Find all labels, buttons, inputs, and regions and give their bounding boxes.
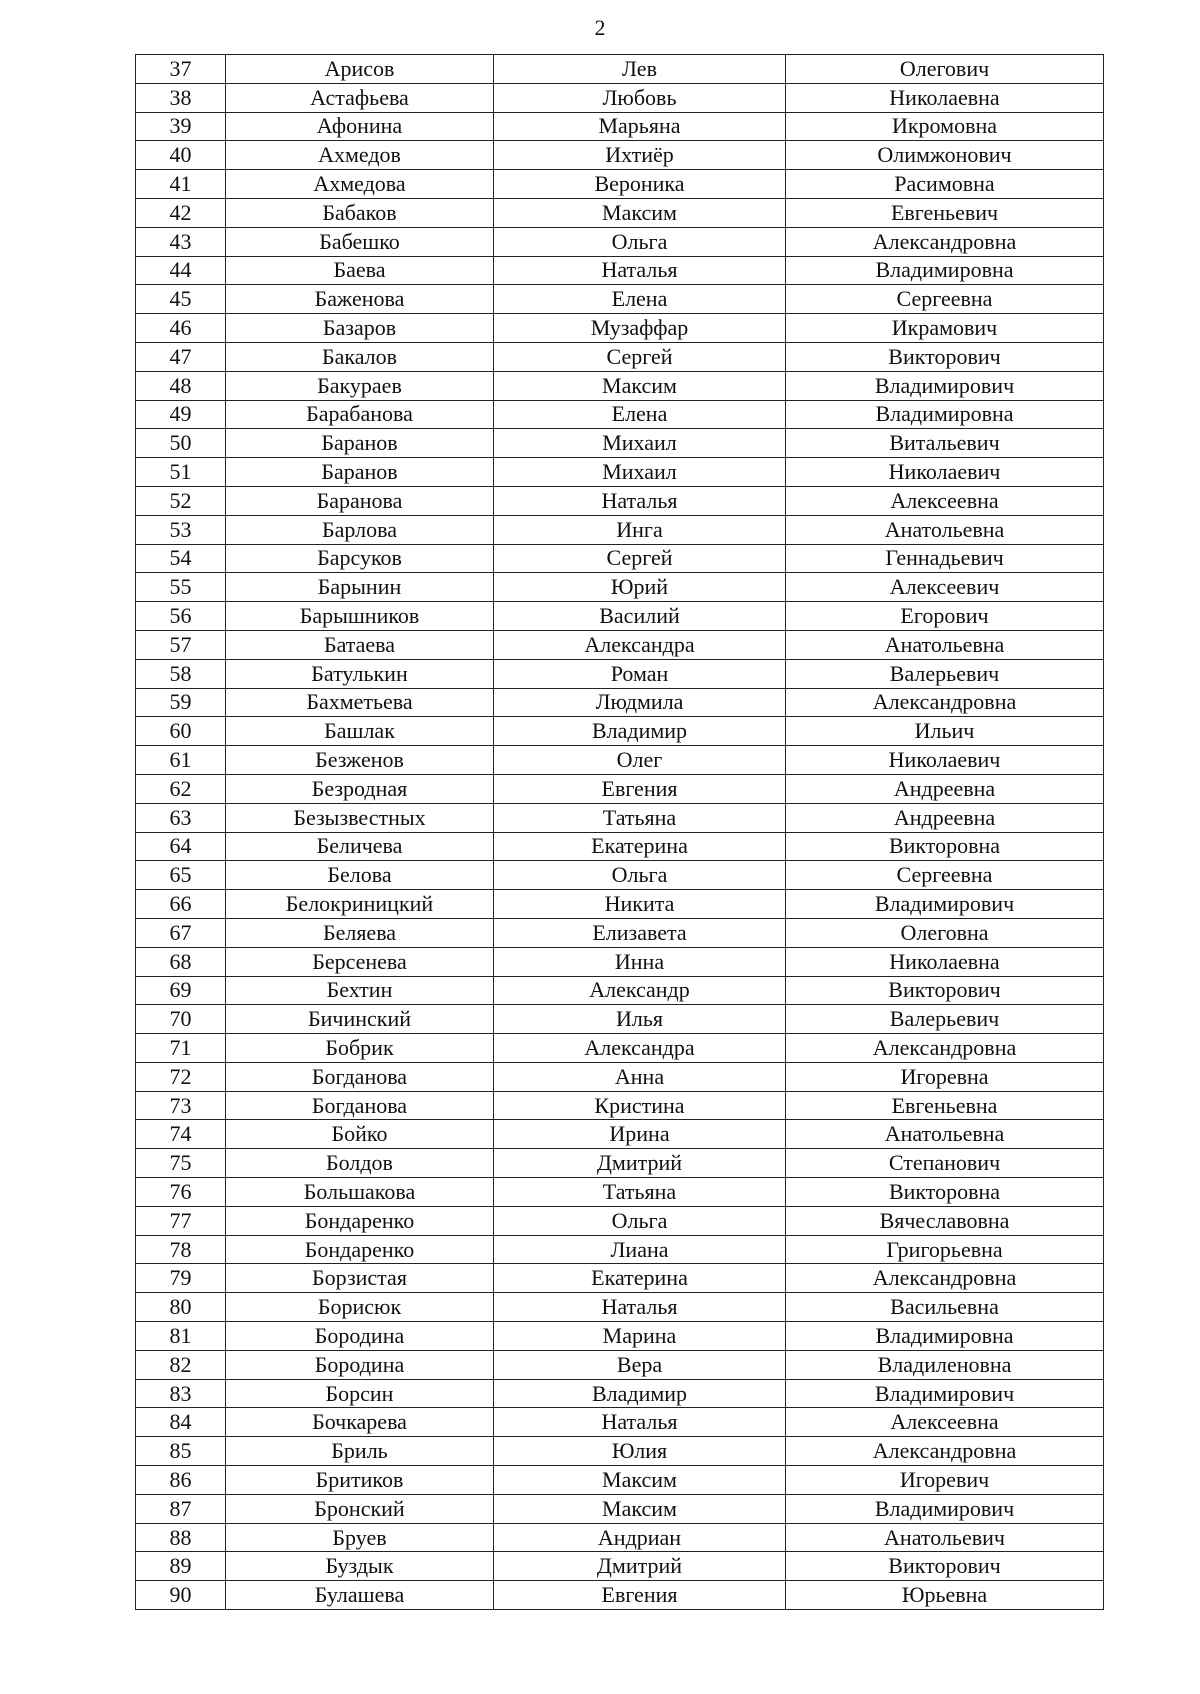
last-name-cell: Базаров xyxy=(226,314,494,343)
last-name-cell: Баранов xyxy=(226,458,494,487)
row-number-cell: 83 xyxy=(136,1379,226,1408)
first-name-cell: Роман xyxy=(494,659,786,688)
last-name-cell: Барлова xyxy=(226,515,494,544)
patronymic-cell: Олимжонович xyxy=(786,141,1104,170)
patronymic-cell: Игоревич xyxy=(786,1466,1104,1495)
patronymic-cell: Икрамович xyxy=(786,314,1104,343)
patronymic-cell: Викторович xyxy=(786,1552,1104,1581)
row-number-cell: 46 xyxy=(136,314,226,343)
table-row xyxy=(136,1293,1104,1322)
table-row xyxy=(136,112,1104,141)
patronymic-cell: Владимировна xyxy=(786,1322,1104,1351)
row-number-cell: 61 xyxy=(136,746,226,775)
first-name-cell: Владимир xyxy=(494,1379,786,1408)
last-name-cell: Бронский xyxy=(226,1494,494,1523)
row-number-cell: 68 xyxy=(136,947,226,976)
first-name-cell: Татьяна xyxy=(494,803,786,832)
first-name-cell: Никита xyxy=(494,890,786,919)
row-number-cell: 76 xyxy=(136,1178,226,1207)
first-name-cell: Татьяна xyxy=(494,1178,786,1207)
table-row xyxy=(136,371,1104,400)
first-name-cell: Лиана xyxy=(494,1235,786,1264)
patronymic-cell: Александровна xyxy=(786,227,1104,256)
table-row xyxy=(136,1005,1104,1034)
patronymic-cell: Юрьевна xyxy=(786,1581,1104,1610)
patronymic-cell: Вячеславовна xyxy=(786,1206,1104,1235)
patronymic-cell: Анатольевна xyxy=(786,630,1104,659)
table-row xyxy=(136,544,1104,573)
patronymic-cell: Григорьевна xyxy=(786,1235,1104,1264)
row-number-cell: 80 xyxy=(136,1293,226,1322)
row-number-cell: 60 xyxy=(136,717,226,746)
row-number-cell: 66 xyxy=(136,890,226,919)
row-number-cell: 85 xyxy=(136,1437,226,1466)
row-number-cell: 44 xyxy=(136,256,226,285)
table-row xyxy=(136,1120,1104,1149)
first-name-cell: Наталья xyxy=(494,1408,786,1437)
first-name-cell: Ихтиёр xyxy=(494,141,786,170)
last-name-cell: Беличева xyxy=(226,832,494,861)
row-number-cell: 39 xyxy=(136,112,226,141)
table-row xyxy=(136,170,1104,199)
first-name-cell: Евгения xyxy=(494,774,786,803)
first-name-cell: Александра xyxy=(494,1034,786,1063)
patronymic-cell: Алексеевна xyxy=(786,486,1104,515)
patronymic-cell: Александровна xyxy=(786,1034,1104,1063)
row-number-cell: 73 xyxy=(136,1091,226,1120)
patronymic-cell: Евгеньевна xyxy=(786,1091,1104,1120)
last-name-cell: Афонина xyxy=(226,112,494,141)
patronymic-cell: Андреевна xyxy=(786,774,1104,803)
last-name-cell: Барабанова xyxy=(226,400,494,429)
first-name-cell: Елена xyxy=(494,285,786,314)
row-number-cell: 71 xyxy=(136,1034,226,1063)
first-name-cell: Ирина xyxy=(494,1120,786,1149)
first-name-cell: Ольга xyxy=(494,1206,786,1235)
last-name-cell: Богданова xyxy=(226,1062,494,1091)
first-name-cell: Сергей xyxy=(494,342,786,371)
row-number-cell: 53 xyxy=(136,515,226,544)
row-number-cell: 64 xyxy=(136,832,226,861)
last-name-cell: Барсуков xyxy=(226,544,494,573)
last-name-cell: Ахмедов xyxy=(226,141,494,170)
last-name-cell: Бакураев xyxy=(226,371,494,400)
row-number-cell: 87 xyxy=(136,1494,226,1523)
first-name-cell: Лев xyxy=(494,55,786,84)
table-row xyxy=(136,918,1104,947)
last-name-cell: Борисюк xyxy=(226,1293,494,1322)
patronymic-cell: Анатольевич xyxy=(786,1523,1104,1552)
last-name-cell: Барынин xyxy=(226,573,494,602)
last-name-cell: Барышников xyxy=(226,602,494,631)
patronymic-cell: Николаевна xyxy=(786,947,1104,976)
row-number-cell: 48 xyxy=(136,371,226,400)
last-name-cell: Астафьева xyxy=(226,83,494,112)
first-name-cell: Екатерина xyxy=(494,1264,786,1293)
row-number-cell: 82 xyxy=(136,1350,226,1379)
last-name-cell: Батаева xyxy=(226,630,494,659)
row-number-cell: 51 xyxy=(136,458,226,487)
last-name-cell: Батулькин xyxy=(226,659,494,688)
first-name-cell: Андриан xyxy=(494,1523,786,1552)
first-name-cell: Максим xyxy=(494,1494,786,1523)
last-name-cell: Большакова xyxy=(226,1178,494,1207)
row-number-cell: 57 xyxy=(136,630,226,659)
last-name-cell: Арисов xyxy=(226,55,494,84)
patronymic-cell: Николаевна xyxy=(786,83,1104,112)
last-name-cell: Бахметьева xyxy=(226,688,494,717)
row-number-cell: 78 xyxy=(136,1235,226,1264)
row-number-cell: 69 xyxy=(136,976,226,1005)
table-row xyxy=(136,1408,1104,1437)
table-row xyxy=(136,198,1104,227)
table-row xyxy=(136,1581,1104,1610)
last-name-cell: Безызвестных xyxy=(226,803,494,832)
table-row xyxy=(136,630,1104,659)
row-number-cell: 75 xyxy=(136,1149,226,1178)
last-name-cell: Белова xyxy=(226,861,494,890)
page-number: 2 xyxy=(594,15,606,40)
table-row xyxy=(136,688,1104,717)
table-row xyxy=(136,1494,1104,1523)
patronymic-cell: Александровна xyxy=(786,1437,1104,1466)
row-number-cell: 90 xyxy=(136,1581,226,1610)
last-name-cell: Белокриницкий xyxy=(226,890,494,919)
patronymic-cell: Валерьевич xyxy=(786,659,1104,688)
first-name-cell: Екатерина xyxy=(494,832,786,861)
table-row xyxy=(136,1523,1104,1552)
row-number-cell: 89 xyxy=(136,1552,226,1581)
last-name-cell: Бакалов xyxy=(226,342,494,371)
patronymic-cell: Владимирович xyxy=(786,1494,1104,1523)
row-number-cell: 52 xyxy=(136,486,226,515)
patronymic-cell: Сергеевна xyxy=(786,285,1104,314)
table-row xyxy=(136,1091,1104,1120)
patronymic-cell: Николаевич xyxy=(786,746,1104,775)
table-row xyxy=(136,861,1104,890)
row-number-cell: 38 xyxy=(136,83,226,112)
table-row xyxy=(136,429,1104,458)
row-number-cell: 81 xyxy=(136,1322,226,1351)
patronymic-cell: Сергеевна xyxy=(786,861,1104,890)
row-number-cell: 56 xyxy=(136,602,226,631)
first-name-cell: Наталья xyxy=(494,486,786,515)
patronymic-cell: Викторовна xyxy=(786,832,1104,861)
first-name-cell: Михаил xyxy=(494,429,786,458)
row-number-cell: 79 xyxy=(136,1264,226,1293)
first-name-cell: Наталья xyxy=(494,1293,786,1322)
row-number-cell: 72 xyxy=(136,1062,226,1091)
table-row xyxy=(136,803,1104,832)
table-row xyxy=(136,1379,1104,1408)
table-row xyxy=(136,342,1104,371)
patronymic-cell: Владимирович xyxy=(786,1379,1104,1408)
table-row xyxy=(136,976,1104,1005)
patronymic-cell: Викторович xyxy=(786,976,1104,1005)
patronymic-cell: Александровна xyxy=(786,1264,1104,1293)
row-number-cell: 88 xyxy=(136,1523,226,1552)
last-name-cell: Бочкарева xyxy=(226,1408,494,1437)
row-number-cell: 41 xyxy=(136,170,226,199)
patronymic-cell: Икромовна xyxy=(786,112,1104,141)
first-name-cell: Марина xyxy=(494,1322,786,1351)
last-name-cell: Безженов xyxy=(226,746,494,775)
patronymic-cell: Васильевна xyxy=(786,1293,1104,1322)
first-name-cell: Юлия xyxy=(494,1437,786,1466)
last-name-cell: Бондаренко xyxy=(226,1206,494,1235)
patronymic-cell: Ильич xyxy=(786,717,1104,746)
patronymic-cell: Владимирович xyxy=(786,371,1104,400)
last-name-cell: Безродная xyxy=(226,774,494,803)
patronymic-cell: Владиленовна xyxy=(786,1350,1104,1379)
patronymic-cell: Владимирович xyxy=(786,890,1104,919)
table-row xyxy=(136,1062,1104,1091)
first-name-cell: Василий xyxy=(494,602,786,631)
last-name-cell: Бехтин xyxy=(226,976,494,1005)
last-name-cell: Бабешко xyxy=(226,227,494,256)
patronymic-cell: Игоревна xyxy=(786,1062,1104,1091)
table-row xyxy=(136,400,1104,429)
last-name-cell: Беляева xyxy=(226,918,494,947)
last-name-cell: Бородина xyxy=(226,1322,494,1351)
last-name-cell: Баева xyxy=(226,256,494,285)
first-name-cell: Вера xyxy=(494,1350,786,1379)
table-row xyxy=(136,227,1104,256)
patronymic-cell: Николаевич xyxy=(786,458,1104,487)
first-name-cell: Максим xyxy=(494,371,786,400)
row-number-cell: 74 xyxy=(136,1120,226,1149)
table-row xyxy=(136,256,1104,285)
patronymic-cell: Владимировна xyxy=(786,400,1104,429)
table-row xyxy=(136,1350,1104,1379)
last-name-cell: Бруев xyxy=(226,1523,494,1552)
first-name-cell: Любовь xyxy=(494,83,786,112)
row-number-cell: 84 xyxy=(136,1408,226,1437)
first-name-cell: Наталья xyxy=(494,256,786,285)
last-name-cell: Бойко xyxy=(226,1120,494,1149)
last-name-cell: Богданова xyxy=(226,1091,494,1120)
table-row xyxy=(136,659,1104,688)
patronymic-cell: Егорович xyxy=(786,602,1104,631)
patronymic-cell: Витальевич xyxy=(786,429,1104,458)
row-number-cell: 63 xyxy=(136,803,226,832)
first-name-cell: Евгения xyxy=(494,1581,786,1610)
first-name-cell: Сергей xyxy=(494,544,786,573)
table-row xyxy=(136,55,1104,84)
table-row xyxy=(136,314,1104,343)
first-name-cell: Александр xyxy=(494,976,786,1005)
last-name-cell: Бритиков xyxy=(226,1466,494,1495)
patronymic-cell: Степанович xyxy=(786,1149,1104,1178)
patronymic-cell: Викторовна xyxy=(786,1178,1104,1207)
row-number-cell: 40 xyxy=(136,141,226,170)
table-row xyxy=(136,573,1104,602)
first-name-cell: Александра xyxy=(494,630,786,659)
table-row xyxy=(136,890,1104,919)
last-name-cell: Бабаков xyxy=(226,198,494,227)
table-row xyxy=(136,1466,1104,1495)
row-number-cell: 45 xyxy=(136,285,226,314)
first-name-cell: Кристина xyxy=(494,1091,786,1120)
table-row xyxy=(136,1235,1104,1264)
row-number-cell: 65 xyxy=(136,861,226,890)
first-name-cell: Дмитрий xyxy=(494,1552,786,1581)
patronymic-cell: Геннадьевич xyxy=(786,544,1104,573)
last-name-cell: Буздык xyxy=(226,1552,494,1581)
first-name-cell: Михаил xyxy=(494,458,786,487)
table-row xyxy=(136,1206,1104,1235)
table-row xyxy=(136,1034,1104,1063)
names-table-body xyxy=(136,55,1104,1610)
table-row xyxy=(136,774,1104,803)
last-name-cell: Бобрик xyxy=(226,1034,494,1063)
last-name-cell: Бриль xyxy=(226,1437,494,1466)
row-number-cell: 67 xyxy=(136,918,226,947)
table-row xyxy=(136,1264,1104,1293)
row-number-cell: 86 xyxy=(136,1466,226,1495)
row-number-cell: 59 xyxy=(136,688,226,717)
last-name-cell: Борзистая xyxy=(226,1264,494,1293)
table-row xyxy=(136,1437,1104,1466)
table-row xyxy=(136,1149,1104,1178)
last-name-cell: Башлак xyxy=(226,717,494,746)
first-name-cell: Елизавета xyxy=(494,918,786,947)
row-number-cell: 77 xyxy=(136,1206,226,1235)
first-name-cell: Инна xyxy=(494,947,786,976)
table-row xyxy=(136,1322,1104,1351)
patronymic-cell: Алексеевна xyxy=(786,1408,1104,1437)
table-row xyxy=(136,486,1104,515)
last-name-cell: Берсенева xyxy=(226,947,494,976)
table-row xyxy=(136,746,1104,775)
table-row xyxy=(136,1552,1104,1581)
last-name-cell: Бичинский xyxy=(226,1005,494,1034)
table-row xyxy=(136,515,1104,544)
first-name-cell: Юрий xyxy=(494,573,786,602)
first-name-cell: Илья xyxy=(494,1005,786,1034)
patronymic-cell: Олеговна xyxy=(786,918,1104,947)
row-number-cell: 55 xyxy=(136,573,226,602)
first-name-cell: Инга xyxy=(494,515,786,544)
last-name-cell: Болдов xyxy=(226,1149,494,1178)
first-name-cell: Музаффар xyxy=(494,314,786,343)
table-row xyxy=(136,717,1104,746)
table-row xyxy=(136,832,1104,861)
first-name-cell: Дмитрий xyxy=(494,1149,786,1178)
row-number-cell: 62 xyxy=(136,774,226,803)
patronymic-cell: Владимировна xyxy=(786,256,1104,285)
last-name-cell: Ахмедова xyxy=(226,170,494,199)
first-name-cell: Вероника xyxy=(494,170,786,199)
first-name-cell: Анна xyxy=(494,1062,786,1091)
patronymic-cell: Алексеевич xyxy=(786,573,1104,602)
last-name-cell: Баранов xyxy=(226,429,494,458)
first-name-cell: Людмила xyxy=(494,688,786,717)
last-name-cell: Баженова xyxy=(226,285,494,314)
patronymic-cell: Анатольевна xyxy=(786,515,1104,544)
row-number-cell: 47 xyxy=(136,342,226,371)
row-number-cell: 37 xyxy=(136,55,226,84)
row-number-cell: 43 xyxy=(136,227,226,256)
patronymic-cell: Андреевна xyxy=(786,803,1104,832)
row-number-cell: 70 xyxy=(136,1005,226,1034)
patronymic-cell: Евгеньевич xyxy=(786,198,1104,227)
row-number-cell: 58 xyxy=(136,659,226,688)
row-number-cell: 50 xyxy=(136,429,226,458)
patronymic-cell: Александровна xyxy=(786,688,1104,717)
patronymic-cell: Валерьевич xyxy=(786,1005,1104,1034)
table-row xyxy=(136,458,1104,487)
first-name-cell: Максим xyxy=(494,198,786,227)
row-number-cell: 54 xyxy=(136,544,226,573)
patronymic-cell: Расимовна xyxy=(786,170,1104,199)
names-table xyxy=(135,54,1104,1610)
last-name-cell: Бородина xyxy=(226,1350,494,1379)
first-name-cell: Марьяна xyxy=(494,112,786,141)
table-row xyxy=(136,947,1104,976)
last-name-cell: Булашева xyxy=(226,1581,494,1610)
first-name-cell: Олег xyxy=(494,746,786,775)
first-name-cell: Владимир xyxy=(494,717,786,746)
first-name-cell: Ольга xyxy=(494,227,786,256)
first-name-cell: Ольга xyxy=(494,861,786,890)
last-name-cell: Борсин xyxy=(226,1379,494,1408)
row-number-cell: 42 xyxy=(136,198,226,227)
patronymic-cell: Анатольевна xyxy=(786,1120,1104,1149)
first-name-cell: Максим xyxy=(494,1466,786,1495)
row-number-cell: 49 xyxy=(136,400,226,429)
table-row xyxy=(136,285,1104,314)
patronymic-cell: Викторович xyxy=(786,342,1104,371)
last-name-cell: Бондаренко xyxy=(226,1235,494,1264)
first-name-cell: Елена xyxy=(494,400,786,429)
patronymic-cell: Олегович xyxy=(786,55,1104,84)
table-row xyxy=(136,83,1104,112)
table-row xyxy=(136,1178,1104,1207)
table-row xyxy=(136,602,1104,631)
last-name-cell: Баранова xyxy=(226,486,494,515)
table-row xyxy=(136,141,1104,170)
